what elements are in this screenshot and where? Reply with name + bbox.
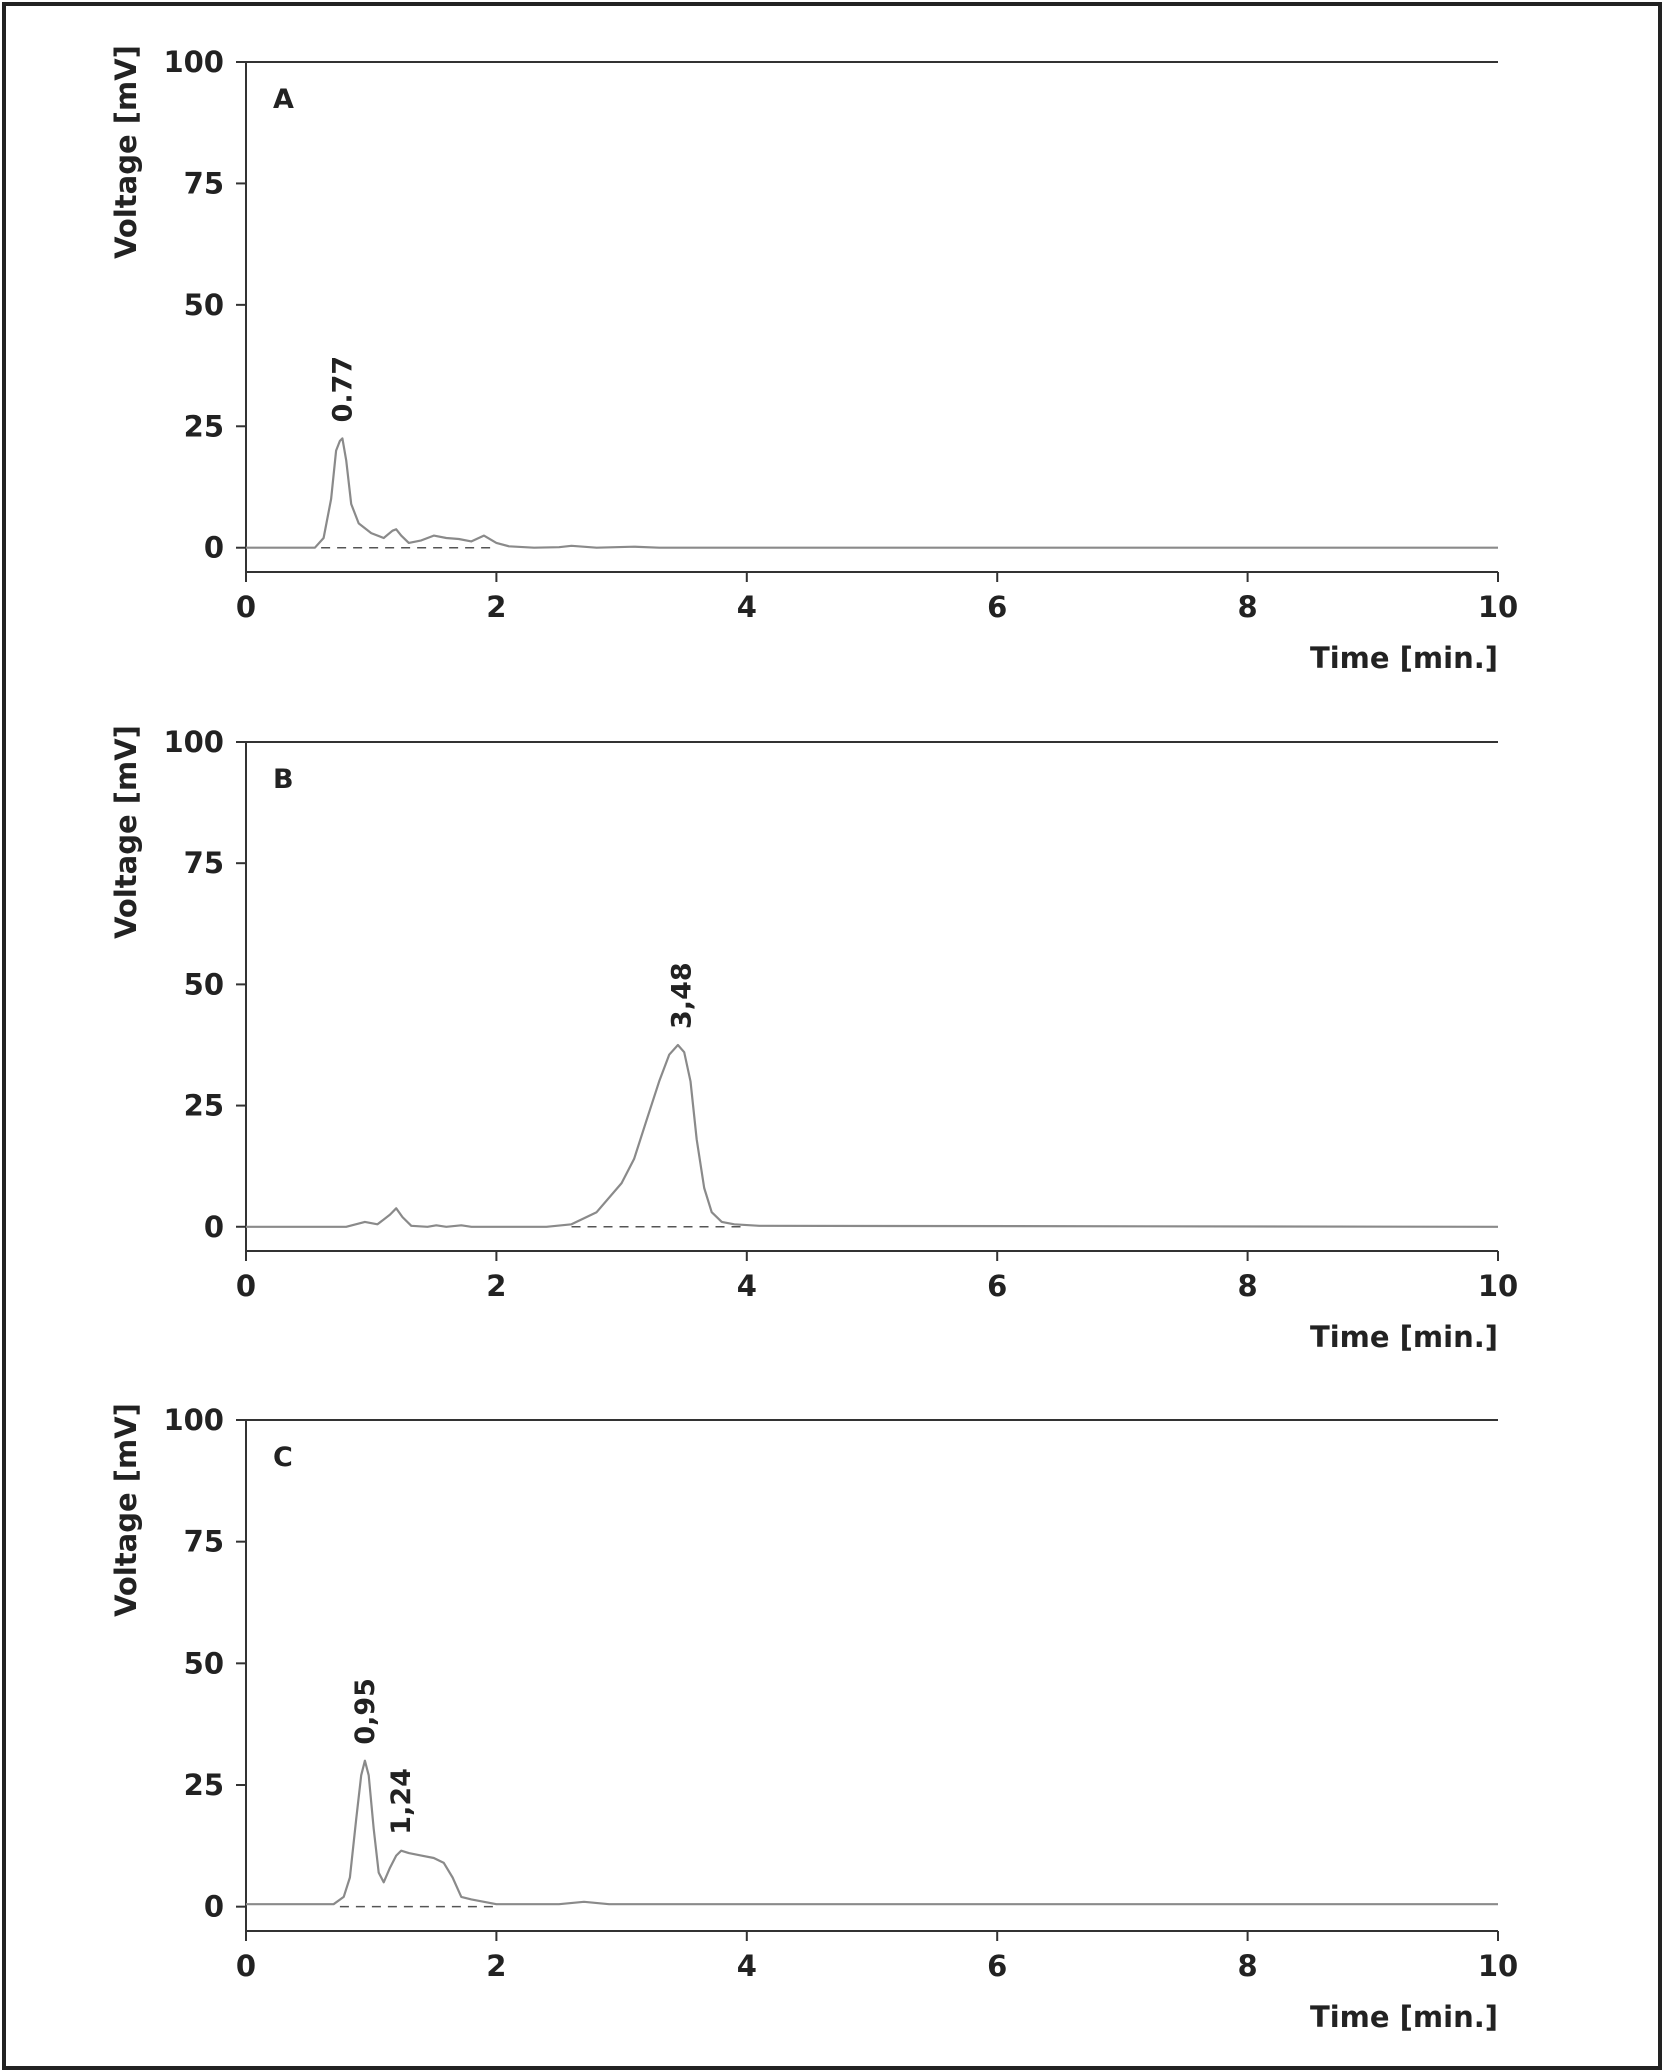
x-tick-label: 6 [987, 1269, 1008, 1303]
x-tick-label: 10 [1477, 1949, 1519, 1983]
y-tick-label: 0 [203, 530, 224, 565]
y-tick-label: 25 [183, 409, 224, 444]
series-line-signal [246, 438, 1498, 547]
x-tick-label: 10 [1477, 590, 1519, 624]
y-tick-label: 75 [183, 1524, 224, 1559]
y-tick-label: 75 [183, 166, 224, 201]
x-tick-label: 0 [235, 1269, 257, 1303]
peak-label: 0.77 [327, 355, 359, 423]
y-axis-title: Voltage [mV] [109, 725, 143, 939]
y-tick-label: 50 [183, 287, 224, 322]
y-tick-label: 0 [203, 1889, 224, 1924]
x-axis-title: Time [min.] [1309, 1320, 1498, 1354]
peak-label: 1,24 [386, 1768, 418, 1835]
x-tick-label: 2 [486, 1269, 507, 1303]
chart-panel-a [109, 45, 1518, 675]
y-tick-label: 25 [183, 1088, 224, 1123]
peak-label: 0,95 [349, 1678, 381, 1745]
y-tick-label: 100 [163, 1403, 224, 1437]
x-tick-label: 2 [486, 590, 507, 624]
x-tick-label: 0 [235, 590, 257, 624]
y-axis-title: Voltage [mV] [109, 45, 143, 259]
chart-panel-c [109, 1403, 1518, 2034]
x-tick-label: 4 [736, 1269, 757, 1303]
x-tick-label: 8 [1237, 1949, 1258, 1983]
series-line-signal [246, 1761, 1498, 1905]
y-tick-label: 100 [163, 45, 224, 79]
panel-letter: B [273, 764, 294, 795]
x-tick-label: 6 [987, 590, 1008, 624]
y-tick-label: 75 [183, 846, 224, 881]
y-tick-label: 0 [203, 1209, 224, 1244]
panel-letter: A [273, 84, 294, 115]
x-tick-label: 4 [736, 590, 757, 624]
y-tick-label: 100 [163, 725, 224, 759]
peak-label: 3,48 [666, 962, 698, 1029]
x-tick-label: 4 [736, 1949, 757, 1983]
chart-panel-b [109, 725, 1518, 1354]
x-tick-label: 2 [486, 1949, 507, 1983]
y-tick-label: 50 [183, 1646, 224, 1681]
x-tick-label: 8 [1237, 590, 1258, 624]
x-tick-label: 0 [235, 1949, 257, 1983]
y-tick-label: 50 [183, 967, 224, 1002]
x-axis-title: Time [min.] [1309, 2000, 1498, 2034]
panel-letter: C [273, 1442, 293, 1473]
x-axis-title: Time [min.] [1309, 641, 1498, 675]
y-axis-title: Voltage [mV] [109, 1403, 143, 1617]
x-tick-label: 10 [1477, 1269, 1519, 1303]
series-line-signal [246, 1045, 1498, 1227]
x-tick-label: 8 [1237, 1269, 1258, 1303]
x-tick-label: 6 [987, 1949, 1008, 1983]
y-tick-label: 25 [183, 1768, 224, 1802]
